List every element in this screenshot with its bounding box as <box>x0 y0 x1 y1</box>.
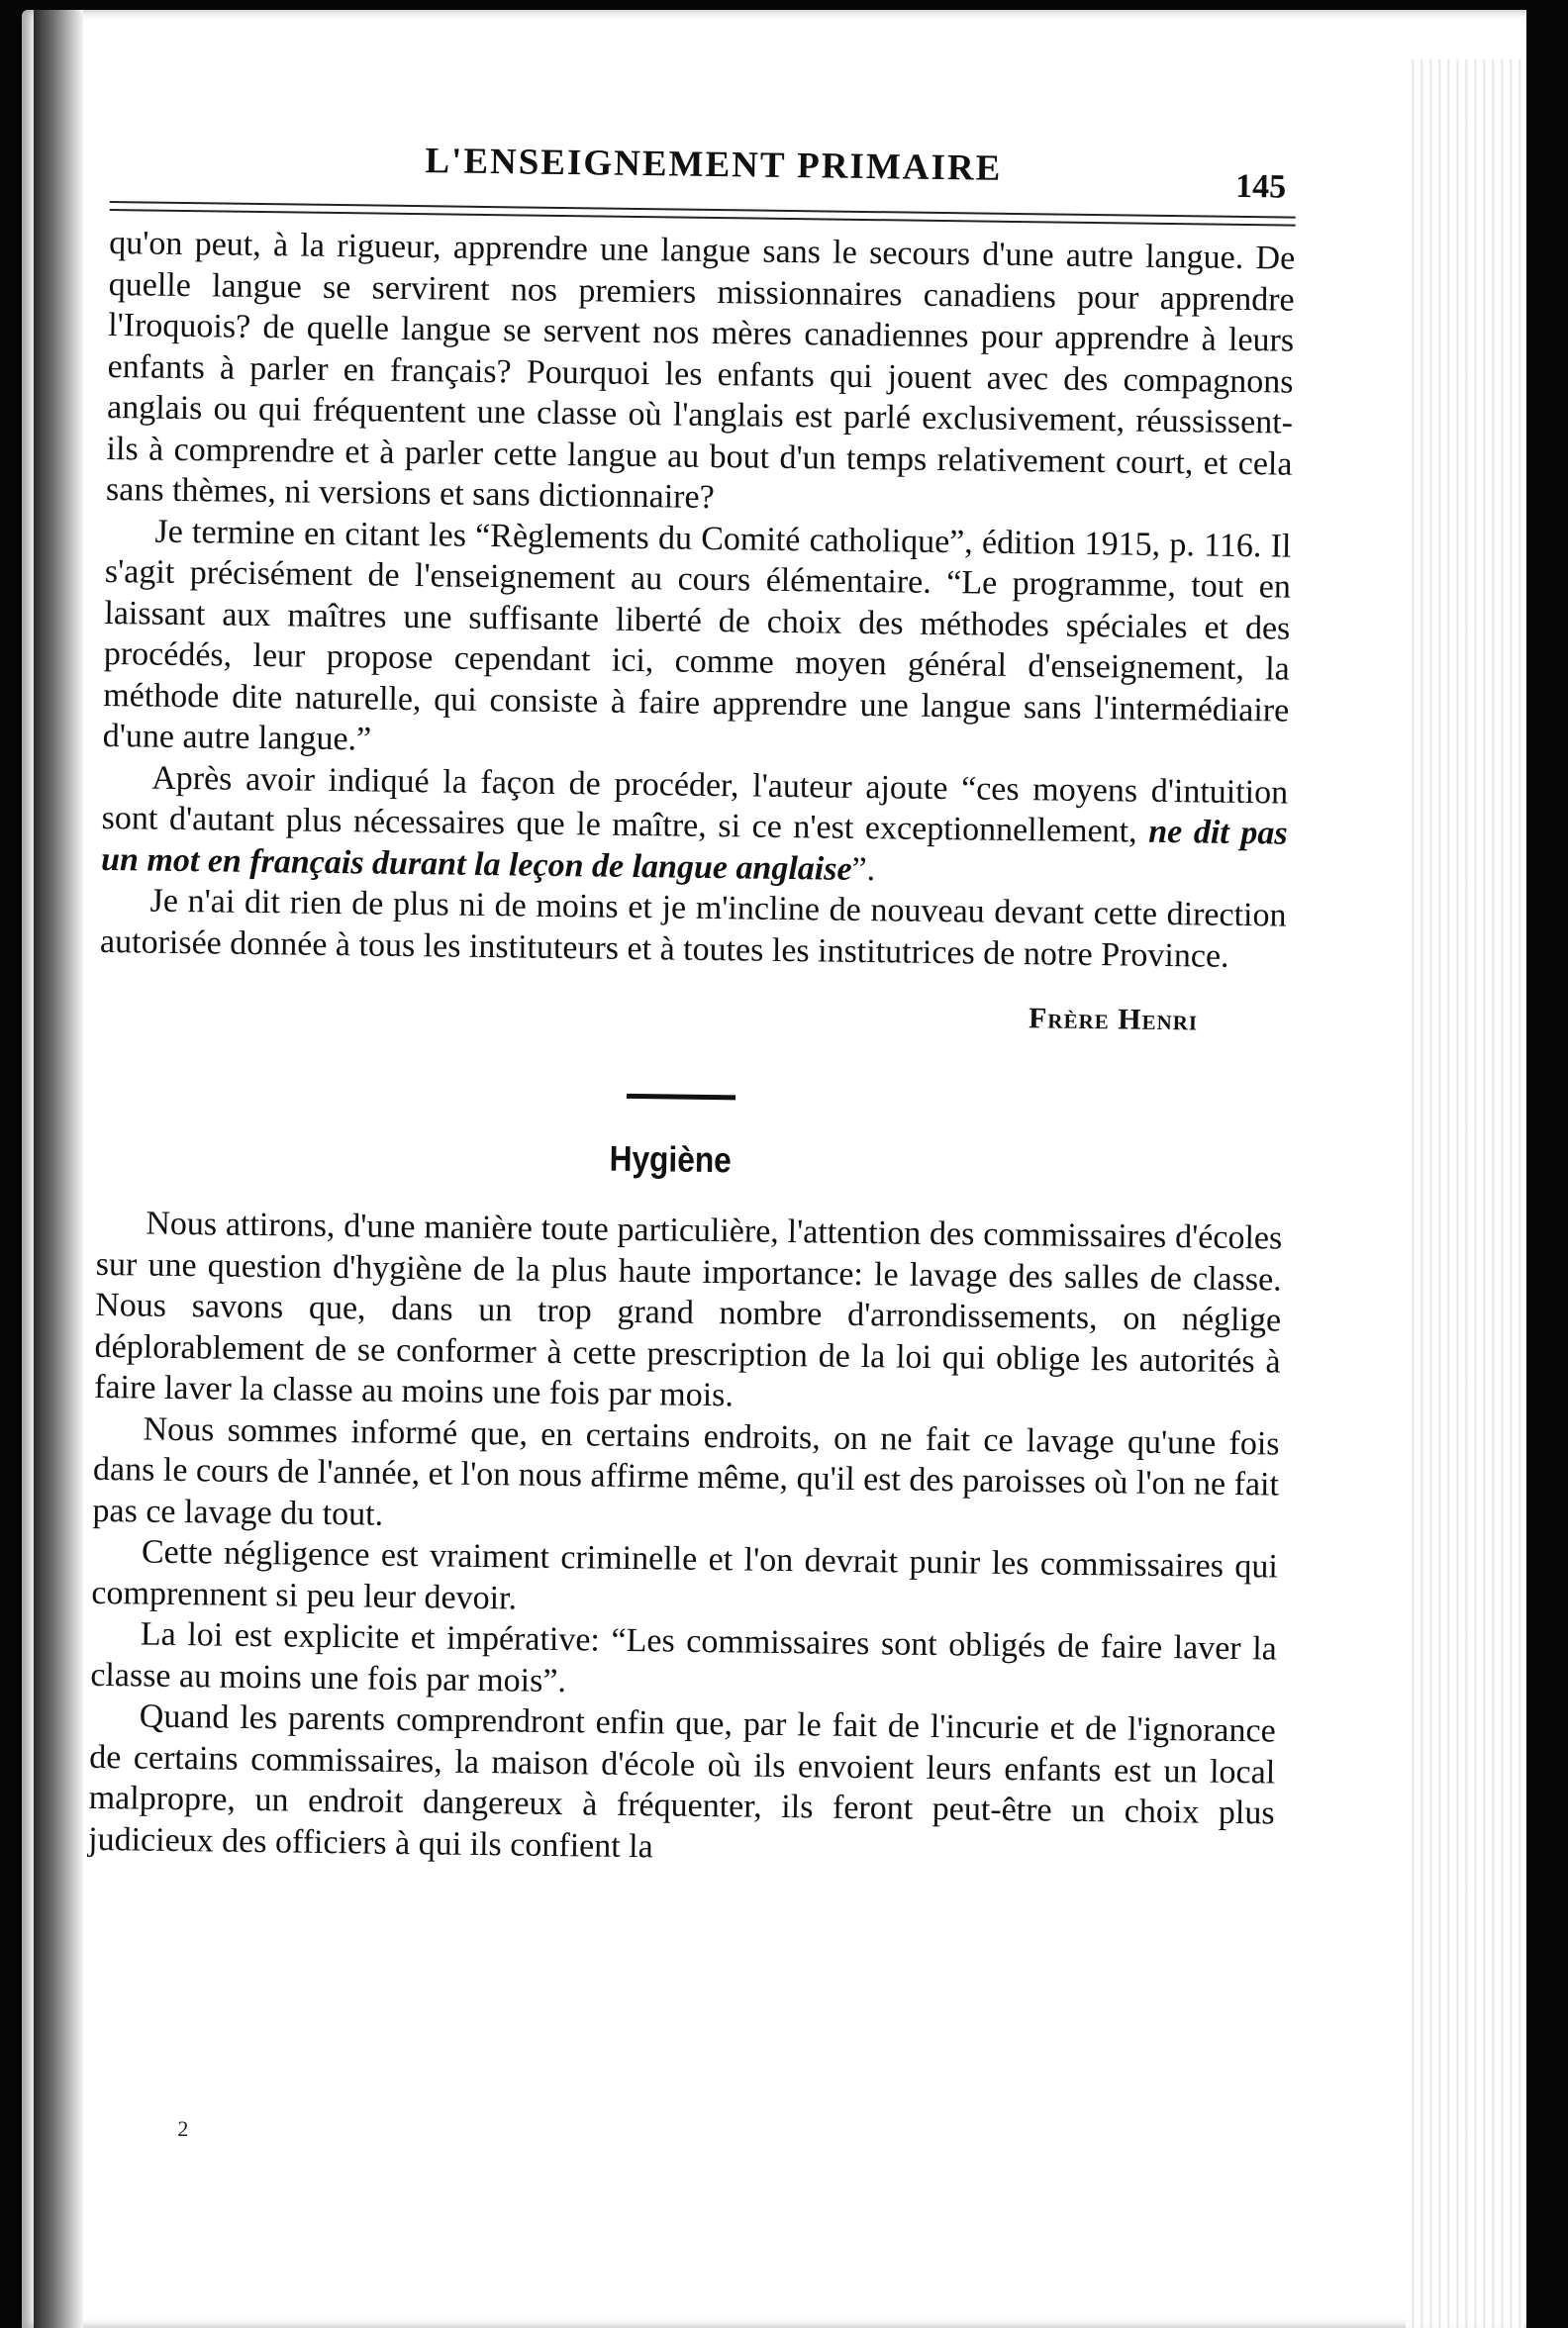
running-title: L'ENSEIGNEMENT PRIMAIRE <box>425 141 1003 189</box>
section-title: Hygiène <box>609 1137 733 1181</box>
paragraph: Je n'ai dit rien de plus ni de moins et je m'incline de nouveau devant cette direction autorisée donnée à tous les instituteurs et à toutes les institutrices de notre Province. <box>99 882 1287 975</box>
emphasis-text: ne dit pas un mot en français durant la leçon de langue anglaise <box>100 813 1288 888</box>
article-langue <box>100 223 1296 978</box>
signature-mark: 2 <box>177 2116 189 2142</box>
book-binding <box>34 10 83 2328</box>
paragraph-quote <box>101 756 1289 895</box>
author-signature: Frère Henri <box>1028 1002 1199 1037</box>
page-edges <box>1406 59 1524 2328</box>
paragraph-text-end: ”. <box>851 850 876 888</box>
page-number: 145 <box>1234 167 1287 206</box>
page-content <box>87 114 1297 2142</box>
section-separator <box>627 1094 735 1100</box>
paragraph: La loi est explicite et impérative: “Les commissaires sont obligés de faire laver la classe au moins une fois par mois”. <box>90 1615 1278 1699</box>
paragraph: Nous attirons, d'une manière toute particulière, l'attention des commissaires d'écoles sur une question d'hygiène de la plus haute importance: le lavage des salles de classe. Nous savons que, dans un trop grand nombre d'arrondissements, on néglige déplorablement de se conformer à cette prescription de la loi qui oblige les autorités à faire laver la classe au moins une fois par mois. <box>93 1205 1283 1414</box>
running-head <box>110 114 1297 206</box>
paragraph: Je termine en citant les “Règlements du Comité catholique”, édition 1915, p. 116. Il s'agit précisément de l'enseignement au cours élémentaire. “Le programme, tout en laissant aux maîtres une suffisante liberté de choix des méthodes spéciales et des procédés, leur propose cependant ici, comme moyen général d'enseignement, la méthode dite naturelle, qui consiste à faire apprendre une langue sans l'intermédiaire d'une autre langue.” <box>102 513 1292 758</box>
paragraph-text: Après avoir indiqué la façon de procéder, l'auteur ajoute “ces moyens d'intuition sont d'autant plus nécessaires que le maître, si ce n'est exceptionnellement, <box>101 759 1289 850</box>
paragraph: qu'on peut, à la rigueur, apprendre une langue sans le secours d'une autre langue. De quelle langue se servirent nos premiers missionnaires canadiens pour apprendre l'Iroquois? de quelle langue se servent nos mères canadiennes pour apprendre à leurs enfants à parler en français? Pourquoi les enfants qui jouent avec des compagnons anglais ou qui fréquentent une classe où l'anglais est parlé exclusivement, réussissent-ils à comprendre et à parler cette langue au bout d'un temps relativement court, et cela sans thèmes, ni versions et sans dictionnaire? <box>105 224 1296 517</box>
paragraph: Quand les parents comprendront enfin que, par le fait de l'incurie et de l'ignorance de certains commissaires, la maison d'école où ils envoient leurs enfants est un local malpropre, un endroit dangereux à fréquenter, ils feront peut-être un choix plus judicieux des officiers à qui ils confient la <box>87 1698 1276 1865</box>
article-hygiene <box>88 1203 1283 1876</box>
paragraph: Cette négligence est vraiment criminelle et l'on devrait punir les commissaires qui comprennent si peu leur devoir. <box>91 1533 1279 1616</box>
paragraph: Nous sommes informé que, en certains endroits, on ne fait ce lavage qu'une fois dans le cours de l'année, et l'on nous affirme même, qu'il est des paroisses où l'on ne fait pas ce lavage du tout. <box>92 1410 1280 1533</box>
header-rule <box>110 201 1296 227</box>
